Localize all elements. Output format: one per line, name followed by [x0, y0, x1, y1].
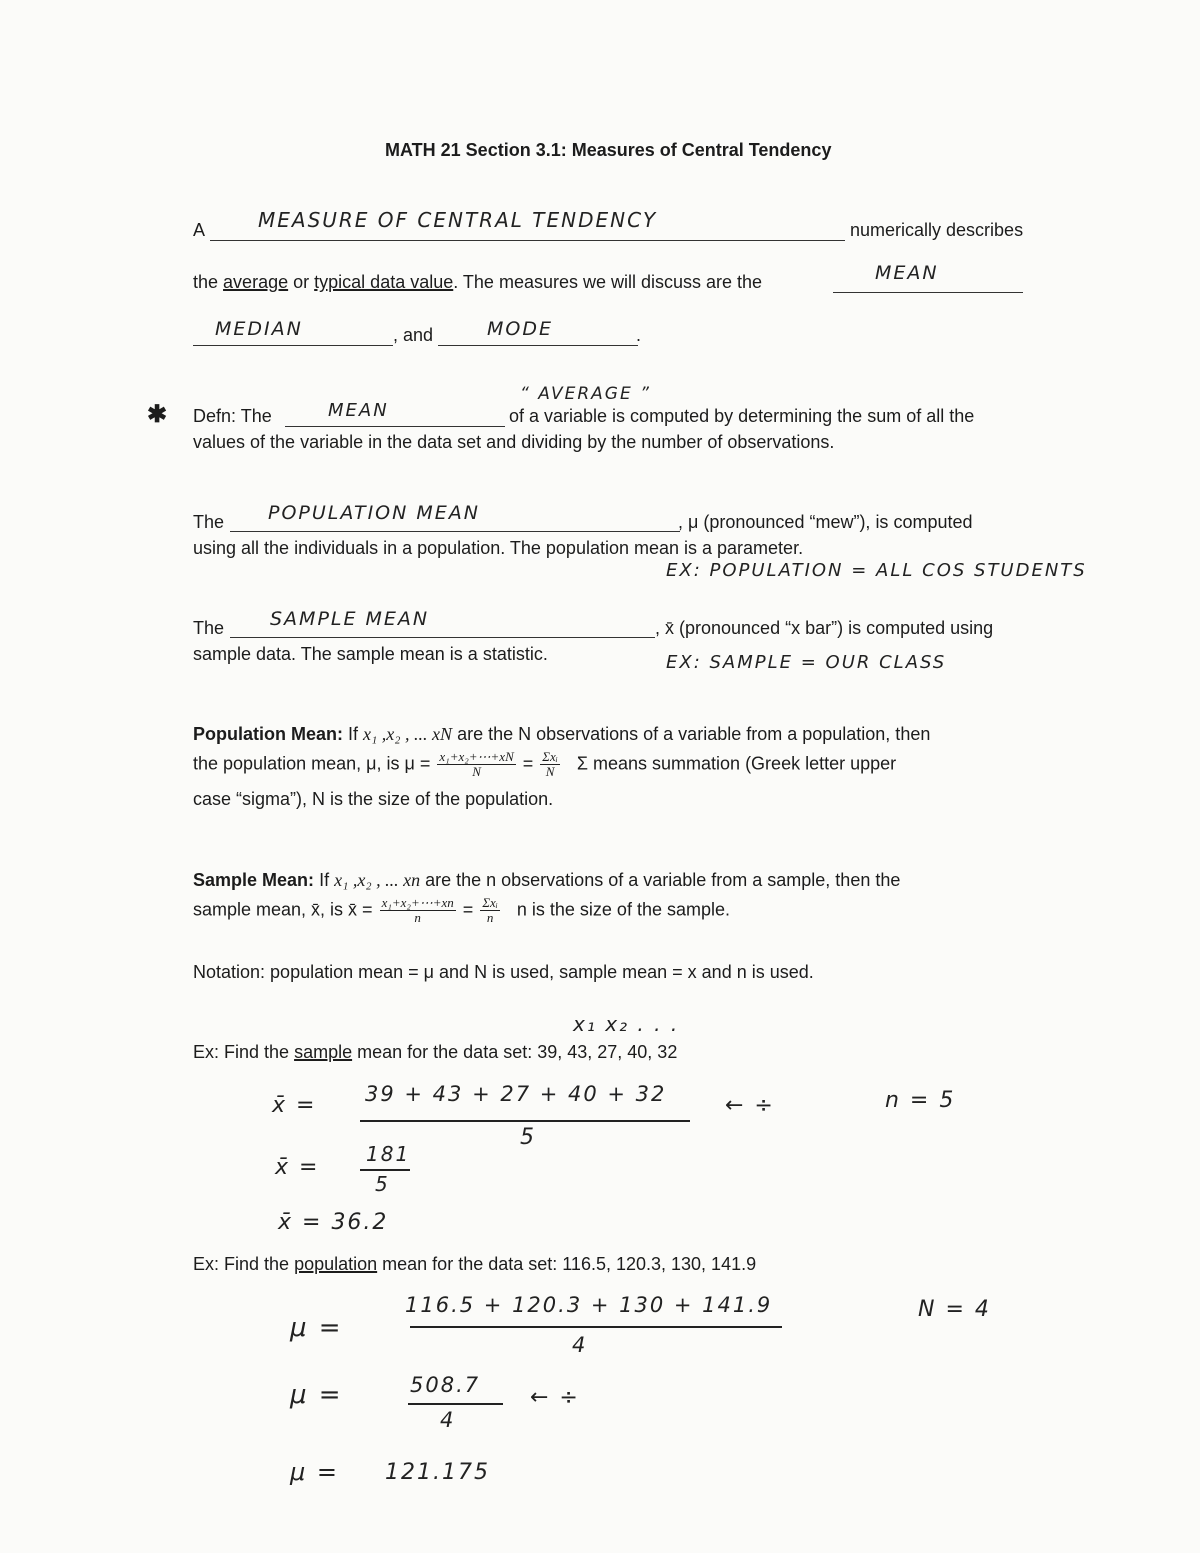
- handwritten-answer-mean: MEAN: [875, 262, 939, 284]
- samp-text-1: , x̄ (pronounced “x bar”) is computed using: [655, 618, 994, 638]
- blank-median: [193, 345, 393, 346]
- underlined-sample: sample: [294, 1042, 353, 1062]
- ex1-work1-denominator: 5: [520, 1125, 536, 1150]
- ex2-work2-numerator: 508.7: [410, 1373, 481, 1397]
- samp-the: The: [193, 618, 225, 638]
- pop-mean-def-line2: the population mean, μ, is μ = $\frac{\text{x₁+x₂+⋯+xN}}{N}$ = $\frac{\text{Σxᵢ}}{N}$ Σ means summation (Greek letter upper: [193, 749, 897, 780]
- handwritten-answer-measure: MEASURE OF CENTRAL TENDENCY: [258, 208, 658, 232]
- star-icon: ✱: [147, 401, 168, 428]
- pop-the: The: [193, 512, 225, 532]
- ex2-n-note: N = 4: [918, 1297, 991, 1322]
- underlined-typical: typical data value: [314, 272, 454, 292]
- ex2-fraction-bar-2: [408, 1403, 503, 1405]
- ex1-result: x̄ = 36.2: [278, 1210, 389, 1235]
- pop-mean-def-line1: Population Mean: If x₁ ,x₂ , ... xN are the N observations of a variable from a population, then: [193, 724, 931, 744]
- ex2-divide-note: ← ÷: [530, 1385, 580, 1410]
- ex2-work1-denominator: 4: [572, 1333, 588, 1357]
- underlined-population: population: [294, 1254, 378, 1274]
- samp-mean-def-line2: sample mean, x̄, is x̄ = $\frac{\text{x₁+x₂+⋯+xn}}{n}$ = $\frac{\text{Σxᵢ}}{n}$ n is the size of the sample.: [193, 895, 730, 926]
- handwritten-answer-mode: MODE: [487, 318, 553, 340]
- blank-pop: [230, 531, 680, 532]
- ex1-work1-numerator: 39 + 43 + 27 + 40 + 32: [365, 1082, 667, 1106]
- ex2-work1-lhs: μ =: [290, 1313, 343, 1343]
- pop-mean-fraction-2: $\frac{\text{Σxᵢ}}{N}$: [542, 749, 558, 780]
- defn-text-2: values of the variable in the data set and dividing by the number of observations.: [193, 432, 835, 452]
- samp-mean-fraction-2: $\frac{\text{Σxᵢ}}{n}$: [482, 895, 498, 926]
- ex1-work2-lhs: x̄ =: [275, 1155, 320, 1180]
- samp-mean-def-line1: Sample Mean: If x₁ ,x₂ , ... xn are the n observations of a variable from a sample, then the: [193, 870, 901, 890]
- ex2-work1-numerator: 116.5 + 120.3 + 130 + 141.9: [405, 1293, 773, 1317]
- handwritten-answer-population-mean: POPULATION MEAN: [268, 502, 481, 524]
- line1-prefix: A: [193, 220, 206, 240]
- underlined-average: average: [223, 272, 289, 292]
- blank-line1: [210, 240, 845, 241]
- ex2-fraction-bar-1: [410, 1326, 782, 1328]
- pop-mean-fraction-1: $\frac{\text{x₁+x₂+⋯+xN}}{N}$: [439, 749, 514, 780]
- blank-samp: [230, 637, 655, 638]
- ex1-fraction-bar-2: [360, 1169, 410, 1171]
- handwritten-note-average: “ AVERAGE ”: [520, 384, 651, 404]
- ex2-work3-lhs: μ =: [290, 1458, 340, 1486]
- line3-period: .: [636, 325, 642, 345]
- ex1-work2-denominator: 5: [375, 1172, 390, 1196]
- ex2-work2-lhs: μ =: [290, 1380, 343, 1410]
- ex1-fraction-bar-1: [360, 1120, 690, 1122]
- pop-text-1: , μ (pronounced “mew”), is computed: [678, 512, 973, 532]
- ex1-work2-numerator: 181: [366, 1142, 411, 1166]
- handwritten-example-sample: EX: SAMPLE = OUR CLASS: [666, 652, 947, 673]
- ex1-n-note: n = 5: [885, 1088, 956, 1113]
- pop-text-2: using all the individuals in a population. The population mean is a parameter.: [193, 538, 804, 558]
- ex2-result: 121.175: [385, 1460, 490, 1485]
- ex1-work1-lhs: x̄ =: [272, 1093, 317, 1118]
- page-title: MATH 21 Section 3.1: Measures of Central Tendency: [385, 140, 832, 160]
- handwritten-answer-defn-mean: MEAN: [328, 400, 389, 421]
- defn-label: Defn: The: [193, 406, 272, 426]
- samp-mean-fraction-1: $\frac{\text{x₁+x₂+⋯+xn}}{n}$: [381, 895, 454, 926]
- notation: Notation: population mean = μ and N is used, sample mean = x and n is used.: [193, 962, 814, 982]
- handwritten-answer-median: MEDIAN: [215, 318, 303, 340]
- ex2-prompt: Ex: Find the population mean for the data set: 116.5, 120.3, 130, 141.9: [193, 1254, 757, 1274]
- samp-text-2: sample data. The sample mean is a statistic.: [193, 644, 548, 664]
- blank-line2: [833, 292, 1023, 293]
- ex1-divide-note: ← ÷: [725, 1093, 775, 1118]
- pop-mean-def-line3: case “sigma”), N is the size of the population.: [193, 789, 554, 809]
- ex1-prompt: Ex: Find the sample mean for the data set: 39, 43, 27, 40, 32: [193, 1042, 678, 1062]
- blank-defn: [285, 426, 505, 427]
- handwritten-note-x-subscripts: x₁ x₂ . . .: [573, 1012, 680, 1036]
- handwritten-example-population: EX: POPULATION = ALL COS STUDENTS: [666, 560, 1087, 581]
- ex2-work2-denominator: 4: [440, 1408, 456, 1432]
- blank-mode: [438, 345, 638, 346]
- line1-suffix: numerically describes: [850, 220, 1024, 240]
- line3-and: , and: [393, 325, 434, 345]
- handwritten-answer-sample-mean: SAMPLE MEAN: [270, 608, 430, 630]
- line2-text: the average or typical data value. The measures we will discuss are the: [193, 272, 763, 292]
- defn-text-1: of a variable is computed by determining the sum of all the: [509, 406, 975, 426]
